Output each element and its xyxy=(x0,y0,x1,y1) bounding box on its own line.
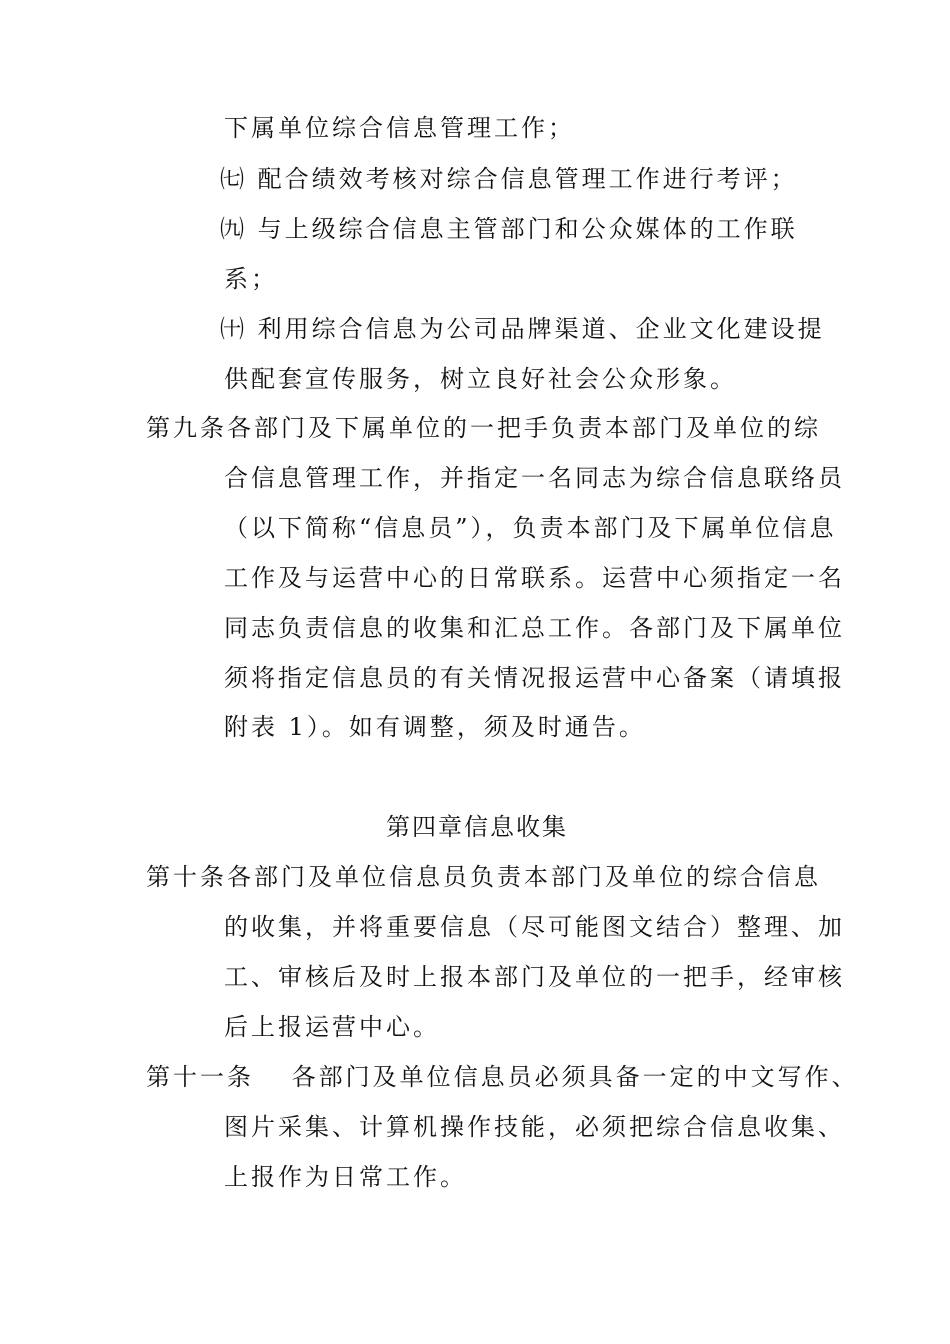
text-line: 须将指定信息员的有关情况报运营中心备案（请填报 xyxy=(224,664,845,692)
text-line: 系； xyxy=(224,265,278,293)
text-line: 工作及与运营中心的日常联系。运营中心须指定一名 xyxy=(224,564,845,592)
text-line: 的收集，并将重要信息（尽可能图文结合）整理、加 xyxy=(224,913,845,941)
list-item-10: ㈩ 利用综合信息为公司品牌渠道、企业文化建设提 xyxy=(220,315,825,343)
list-item-7: ㈦ 配合绩效考核对综合信息管理工作进行考评； xyxy=(220,165,798,193)
text-line: 上报作为日常工作。 xyxy=(224,1163,467,1191)
article-10-start: 第十条各部门及单位信息员负责本部门及单位的综合信息 xyxy=(146,863,821,891)
article-9-start: 第九条各部门及下属单位的一把手负责本部门及单位的综 xyxy=(146,414,821,442)
text-line: （以下简称“信息员”），负责本部门及下属单位信息 xyxy=(224,514,837,542)
text-line: 供配套宣传服务，树立良好社会公众形象。 xyxy=(224,365,737,393)
text-line: 图片采集、计算机操作技能，必须把综合信息收集、 xyxy=(224,1113,845,1141)
text-line: 下属单位综合信息管理工作； xyxy=(224,114,575,142)
chapter-heading: 第四章信息收集 xyxy=(386,813,568,841)
text-line: 后上报运营中心。 xyxy=(224,1013,440,1041)
text-line: 合信息管理工作，并指定一名同志为综合信息联络员 xyxy=(224,464,845,492)
list-item-9: ㈨ 与上级综合信息主管部门和公众媒体的工作联 xyxy=(220,215,798,243)
text-line: 附表 1）。如有调整，须及时通告。 xyxy=(224,713,646,741)
article-11-start: 第十一条 各部门及单位信息员必须具备一定的中文写作、 xyxy=(146,1063,859,1091)
text-line: 工、审核后及时上报本部门及单位的一把手，经审核 xyxy=(224,963,845,991)
text-line: 同志负责信息的收集和汇总工作。各部门及下属单位 xyxy=(224,614,845,642)
